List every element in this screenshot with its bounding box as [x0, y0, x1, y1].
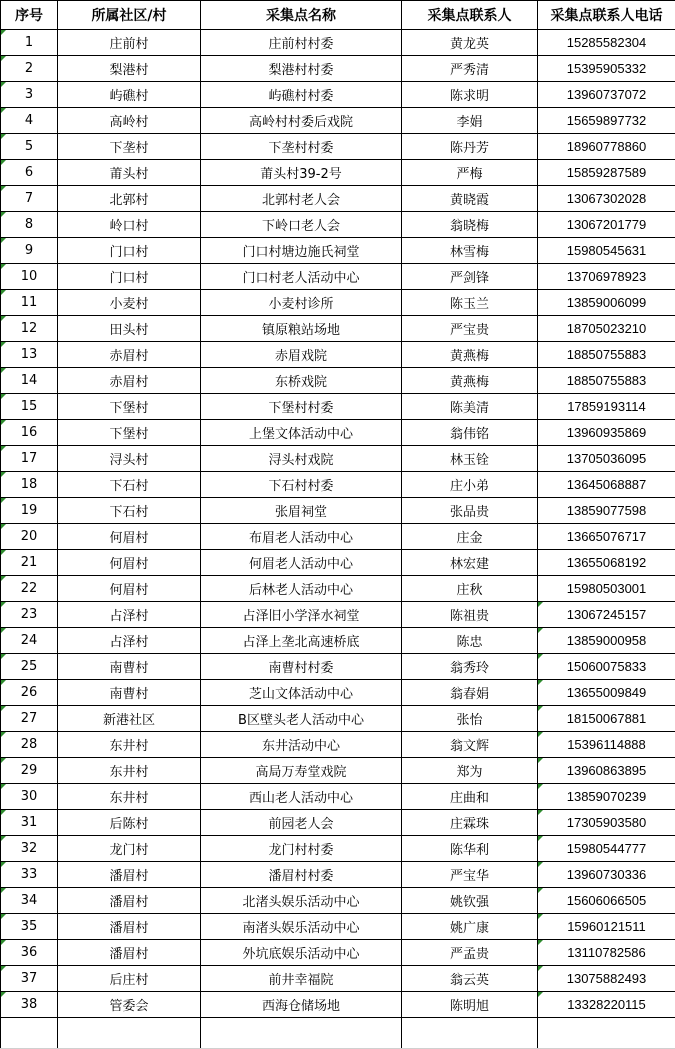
cell-contact[interactable]: 庄小弟 — [402, 472, 538, 498]
cell-phone[interactable]: 15960121511 — [538, 914, 675, 940]
cell-contact[interactable]: 黄燕梅 — [402, 342, 538, 368]
cell-community[interactable]: 下石村 — [58, 498, 201, 524]
cell-phone[interactable]: 18150067881 — [538, 706, 675, 732]
cell-community[interactable]: 赤眉村 — [58, 342, 201, 368]
table-row — [1, 498, 675, 524]
cell-phone[interactable]: 13075882493 — [538, 966, 675, 992]
cell-site[interactable]: 西山老人活动中心 — [201, 784, 402, 810]
cell-phone[interactable]: 15606066505 — [538, 888, 675, 914]
cell-no[interactable]: 23 — [1, 602, 58, 628]
cell-phone[interactable]: 15980544777 — [538, 836, 675, 862]
cell-community[interactable]: 下堡村 — [58, 394, 201, 420]
cell-site[interactable]: 何眉老人活动中心 — [201, 550, 402, 576]
cell-contact[interactable]: 姚钦强 — [402, 888, 538, 914]
cell-contact[interactable]: 严剑锋 — [402, 264, 538, 290]
cell-community[interactable]: 潘眉村 — [58, 888, 201, 914]
cell-site[interactable]: 门口村老人活动中心 — [201, 264, 402, 290]
table-row — [1, 784, 675, 810]
cell-community[interactable]: 门口村 — [58, 264, 201, 290]
cell-no[interactable]: 2 — [1, 56, 58, 82]
cell-community[interactable]: 下石村 — [58, 472, 201, 498]
cell-phone[interactable]: 15060075833 — [538, 654, 675, 680]
cell-community[interactable]: 何眉村 — [58, 576, 201, 602]
cell-site[interactable]: 芝山文体活动中心 — [201, 680, 402, 706]
cell-contact[interactable]: 严孟贵 — [402, 940, 538, 966]
table-row — [1, 654, 675, 680]
cell-contact[interactable]: 翁晓梅 — [402, 212, 538, 238]
cell-phone[interactable]: 15395905332 — [538, 56, 675, 82]
empty-cell[interactable] — [1, 1018, 58, 1049]
cell-community[interactable]: 管委会 — [58, 992, 201, 1018]
table-row — [1, 602, 675, 628]
cell-contact[interactable]: 严秀清 — [402, 56, 538, 82]
table-row — [1, 316, 675, 342]
cell-no[interactable]: 9 — [1, 238, 58, 264]
cell-community[interactable]: 田头村 — [58, 316, 201, 342]
table-row — [1, 628, 675, 654]
cell-site[interactable]: 西海仓储场地 — [201, 992, 402, 1018]
cell-phone[interactable]: 18850755883 — [538, 342, 675, 368]
cell-no[interactable]: 14 — [1, 368, 58, 394]
table-row — [1, 836, 675, 862]
table-row — [1, 524, 675, 550]
table-row — [1, 966, 675, 992]
cell-phone[interactable]: 18705023210 — [538, 316, 675, 342]
table-row — [1, 576, 675, 602]
empty-cell[interactable] — [58, 1018, 201, 1049]
table-row — [1, 706, 675, 732]
cell-contact[interactable]: 翁春娟 — [402, 680, 538, 706]
header-site[interactable]: 采集点名称 — [201, 1, 402, 30]
cell-community[interactable]: 占泽村 — [58, 602, 201, 628]
cell-site[interactable]: 外坑底娱乐活动中心 — [201, 940, 402, 966]
cell-site[interactable]: 后林老人活动中心 — [201, 576, 402, 602]
cell-site[interactable]: 庄前村村委 — [201, 30, 402, 56]
cell-no[interactable]: 18 — [1, 472, 58, 498]
cell-phone[interactable]: 13655009849 — [538, 680, 675, 706]
empty-row — [1, 1018, 675, 1049]
cell-community[interactable]: 东井村 — [58, 732, 201, 758]
cell-no[interactable]: 32 — [1, 836, 58, 862]
cell-no[interactable]: 36 — [1, 940, 58, 966]
cell-phone[interactable]: 13960737072 — [538, 82, 675, 108]
empty-cell[interactable] — [402, 1018, 538, 1049]
cell-site[interactable]: 东桥戏院 — [201, 368, 402, 394]
cell-site[interactable]: 占泽上垄北高速桥底 — [201, 628, 402, 654]
cell-community[interactable]: 高岭村 — [58, 108, 201, 134]
table-row — [1, 758, 675, 784]
cell-community[interactable]: 小麦村 — [58, 290, 201, 316]
cell-phone[interactable]: 17859193114 — [538, 394, 675, 420]
table-row — [1, 56, 675, 82]
cell-community[interactable]: 何眉村 — [58, 524, 201, 550]
cell-community[interactable]: 下垄村 — [58, 134, 201, 160]
cell-community[interactable]: 后庄村 — [58, 966, 201, 992]
cell-community[interactable]: 赤眉村 — [58, 368, 201, 394]
table-row — [1, 914, 675, 940]
cell-no[interactable]: 19 — [1, 498, 58, 524]
cell-contact[interactable]: 严宝贵 — [402, 316, 538, 342]
cell-no[interactable]: 35 — [1, 914, 58, 940]
cell-no[interactable]: 8 — [1, 212, 58, 238]
cell-phone[interactable]: 15980545631 — [538, 238, 675, 264]
cell-contact[interactable]: 李娟 — [402, 108, 538, 134]
cell-community[interactable]: 后陈村 — [58, 810, 201, 836]
table-row — [1, 394, 675, 420]
cell-site[interactable]: 布眉老人活动中心 — [201, 524, 402, 550]
cell-phone[interactable]: 15396114888 — [538, 732, 675, 758]
cell-contact[interactable]: 严梅 — [402, 160, 538, 186]
cell-contact[interactable]: 庄秋 — [402, 576, 538, 602]
cell-contact[interactable]: 庄曲和 — [402, 784, 538, 810]
cell-contact[interactable]: 黄晓霞 — [402, 186, 538, 212]
cell-site[interactable]: 小麦村诊所 — [201, 290, 402, 316]
cell-contact[interactable]: 张品贵 — [402, 498, 538, 524]
cell-contact[interactable]: 林宏建 — [402, 550, 538, 576]
header-phone[interactable]: 采集点联系人电话 — [538, 1, 675, 30]
cell-community[interactable]: 东井村 — [58, 784, 201, 810]
cell-no[interactable]: 21 — [1, 550, 58, 576]
cell-no[interactable]: 15 — [1, 394, 58, 420]
cell-site[interactable]: 门口村塘边施氏祠堂 — [201, 238, 402, 264]
cell-phone[interactable]: 18960778860 — [538, 134, 675, 160]
cell-contact[interactable]: 黄龙英 — [402, 30, 538, 56]
empty-cell[interactable] — [538, 1018, 675, 1049]
cell-no[interactable]: 3 — [1, 82, 58, 108]
cell-phone[interactable]: 13655068192 — [538, 550, 675, 576]
cell-site[interactable]: 下石村村委 — [201, 472, 402, 498]
cell-phone[interactable]: 13067245157 — [538, 602, 675, 628]
cell-phone[interactable]: 13960863895 — [538, 758, 675, 784]
cell-no[interactable]: 25 — [1, 654, 58, 680]
cell-contact[interactable]: 姚广康 — [402, 914, 538, 940]
cell-site[interactable]: 下岭口老人会 — [201, 212, 402, 238]
cell-community[interactable]: 新港社区 — [58, 706, 201, 732]
table-row — [1, 732, 675, 758]
table-row — [1, 862, 675, 888]
cell-contact[interactable]: 陈忠 — [402, 628, 538, 654]
header-community[interactable]: 所属社区/村 — [58, 1, 201, 30]
cell-contact[interactable]: 陈美清 — [402, 394, 538, 420]
cell-community[interactable]: 下堡村 — [58, 420, 201, 446]
cell-community[interactable]: 何眉村 — [58, 550, 201, 576]
table-row — [1, 342, 675, 368]
cell-no[interactable]: 6 — [1, 160, 58, 186]
table-row — [1, 420, 675, 446]
table-row — [1, 550, 675, 576]
cell-community[interactable]: 龙门村 — [58, 836, 201, 862]
cell-contact[interactable]: 林雪梅 — [402, 238, 538, 264]
cell-contact[interactable]: 翁文辉 — [402, 732, 538, 758]
table-row — [1, 212, 675, 238]
cell-phone[interactable]: 13067302028 — [538, 186, 675, 212]
cell-no[interactable]: 7 — [1, 186, 58, 212]
cell-no[interactable]: 5 — [1, 134, 58, 160]
cell-no[interactable]: 33 — [1, 862, 58, 888]
cell-community[interactable]: 庄前村 — [58, 30, 201, 56]
table-row — [1, 368, 675, 394]
cell-contact[interactable]: 庄金 — [402, 524, 538, 550]
table-row — [1, 446, 675, 472]
table-body — [1, 30, 675, 1049]
table-row — [1, 108, 675, 134]
table-row — [1, 992, 675, 1018]
table-row — [1, 82, 675, 108]
cell-site[interactable]: 东井活动中心 — [201, 732, 402, 758]
cell-community[interactable]: 岭口村 — [58, 212, 201, 238]
table-row — [1, 888, 675, 914]
cell-phone[interactable]: 17305903580 — [538, 810, 675, 836]
cell-contact[interactable]: 翁伟铭 — [402, 420, 538, 446]
cell-no[interactable]: 30 — [1, 784, 58, 810]
cell-site[interactable]: 龙门村村委 — [201, 836, 402, 862]
cell-no[interactable]: 4 — [1, 108, 58, 134]
cell-site[interactable]: 屿礁村村委 — [201, 82, 402, 108]
cell-community[interactable]: 梨港村 — [58, 56, 201, 82]
cell-contact[interactable]: 陈华利 — [402, 836, 538, 862]
cell-no[interactable]: 37 — [1, 966, 58, 992]
cell-contact[interactable]: 陈求明 — [402, 82, 538, 108]
table-row — [1, 940, 675, 966]
cell-contact[interactable]: 陈丹芳 — [402, 134, 538, 160]
cell-no[interactable]: 1 — [1, 30, 58, 56]
cell-community[interactable]: 南曹村 — [58, 654, 201, 680]
cell-community[interactable]: 占泽村 — [58, 628, 201, 654]
cell-community[interactable]: 浔头村 — [58, 446, 201, 472]
cell-site[interactable]: 浔头村戏院 — [201, 446, 402, 472]
cell-site[interactable]: 北渚头娱乐活动中心 — [201, 888, 402, 914]
cell-phone[interactable]: 13110782586 — [538, 940, 675, 966]
cell-phone[interactable]: 13960935869 — [538, 420, 675, 446]
cell-community[interactable]: 潘眉村 — [58, 914, 201, 940]
cell-phone[interactable]: 13859000958 — [538, 628, 675, 654]
cell-community[interactable]: 潘眉村 — [58, 862, 201, 888]
cell-site[interactable]: 张眉祠堂 — [201, 498, 402, 524]
table-row — [1, 810, 675, 836]
cell-no[interactable]: 34 — [1, 888, 58, 914]
cell-no[interactable]: 20 — [1, 524, 58, 550]
table-row — [1, 186, 675, 212]
cell-phone[interactable]: 15285582304 — [538, 30, 675, 56]
cell-community[interactable]: 潘眉村 — [58, 940, 201, 966]
cell-site[interactable]: 北郭村老人会 — [201, 186, 402, 212]
table-row — [1, 238, 675, 264]
cell-site[interactable]: 赤眉戏院 — [201, 342, 402, 368]
cell-phone[interactable]: 13706978923 — [538, 264, 675, 290]
table-row — [1, 160, 675, 186]
cell-no[interactable]: 12 — [1, 316, 58, 342]
cell-phone[interactable]: 15659897732 — [538, 108, 675, 134]
cell-phone[interactable]: 13328220115 — [538, 992, 675, 1018]
cell-site[interactable]: 下垄村村委 — [201, 134, 402, 160]
cell-contact[interactable]: 严宝华 — [402, 862, 538, 888]
cell-phone[interactable]: 15980503001 — [538, 576, 675, 602]
cell-site[interactable]: 占泽旧小学泽水祠堂 — [201, 602, 402, 628]
cell-contact[interactable]: 陈祖贵 — [402, 602, 538, 628]
cell-phone[interactable]: 13859077598 — [538, 498, 675, 524]
cell-site[interactable]: 南渚头娱乐活动中心 — [201, 914, 402, 940]
cell-community[interactable]: 门口村 — [58, 238, 201, 264]
cell-no[interactable]: 17 — [1, 446, 58, 472]
cell-no[interactable]: 38 — [1, 992, 58, 1018]
cell-site[interactable]: 高局万寿堂戏院 — [201, 758, 402, 784]
cell-site[interactable]: 前井幸福院 — [201, 966, 402, 992]
table-row — [1, 680, 675, 706]
cell-no[interactable]: 22 — [1, 576, 58, 602]
cell-no[interactable]: 28 — [1, 732, 58, 758]
cell-contact[interactable]: 林玉铨 — [402, 446, 538, 472]
cell-phone[interactable]: 18850755883 — [538, 368, 675, 394]
cell-contact[interactable]: 庄霖珠 — [402, 810, 538, 836]
empty-cell[interactable] — [201, 1018, 402, 1049]
cell-site[interactable]: 上堡文体活动中心 — [201, 420, 402, 446]
cell-phone[interactable]: 15859287589 — [538, 160, 675, 186]
cell-phone[interactable]: 13859006099 — [538, 290, 675, 316]
header-contact[interactable]: 采集点联系人 — [402, 1, 538, 30]
header-row — [1, 1, 675, 30]
cell-community[interactable]: 北郭村 — [58, 186, 201, 212]
cell-site[interactable]: 高岭村村委后戏院 — [201, 108, 402, 134]
cell-community[interactable]: 屿礁村 — [58, 82, 201, 108]
cell-phone[interactable]: 13665076717 — [538, 524, 675, 550]
cell-site[interactable]: 镇原粮站场地 — [201, 316, 402, 342]
table-row — [1, 290, 675, 316]
cell-site[interactable]: 下堡村村委 — [201, 394, 402, 420]
cell-contact[interactable]: 黄燕梅 — [402, 368, 538, 394]
cell-contact[interactable]: 郑为 — [402, 758, 538, 784]
cell-contact[interactable]: 翁云英 — [402, 966, 538, 992]
cell-no[interactable]: 11 — [1, 290, 58, 316]
table-row — [1, 134, 675, 160]
table-row — [1, 264, 675, 290]
cell-phone[interactable]: 13859070239 — [538, 784, 675, 810]
cell-contact[interactable]: 陈明旭 — [402, 992, 538, 1018]
cell-no[interactable]: 26 — [1, 680, 58, 706]
cell-site[interactable]: 莆头村39-2号 — [201, 160, 402, 186]
cell-no[interactable]: 13 — [1, 342, 58, 368]
cell-phone[interactable]: 13705036095 — [538, 446, 675, 472]
cell-phone[interactable]: 13960730336 — [538, 862, 675, 888]
cell-no[interactable]: 29 — [1, 758, 58, 784]
cell-no[interactable]: 16 — [1, 420, 58, 446]
cell-no[interactable]: 31 — [1, 810, 58, 836]
header-no[interactable]: 序号 — [1, 1, 58, 30]
table-row — [1, 472, 675, 498]
cell-contact[interactable]: 翁秀玲 — [402, 654, 538, 680]
cell-site[interactable]: 潘眉村村委 — [201, 862, 402, 888]
cell-community[interactable]: 东井村 — [58, 758, 201, 784]
cell-community[interactable]: 莆头村 — [58, 160, 201, 186]
table-row — [1, 30, 675, 56]
cell-no[interactable]: 10 — [1, 264, 58, 290]
cell-site[interactable]: 南曹村村委 — [201, 654, 402, 680]
cell-phone[interactable]: 13067201779 — [538, 212, 675, 238]
cell-site[interactable]: 前园老人会 — [201, 810, 402, 836]
cell-community[interactable]: 南曹村 — [58, 680, 201, 706]
cell-contact[interactable]: 陈玉兰 — [402, 290, 538, 316]
cell-contact[interactable]: 张怡 — [402, 706, 538, 732]
cell-phone[interactable]: 13645068887 — [538, 472, 675, 498]
cell-site[interactable]: 梨港村村委 — [201, 56, 402, 82]
cell-no[interactable]: 24 — [1, 628, 58, 654]
cell-no[interactable]: 27 — [1, 706, 58, 732]
cell-site[interactable]: B区壁头老人活动中心 — [201, 706, 402, 732]
